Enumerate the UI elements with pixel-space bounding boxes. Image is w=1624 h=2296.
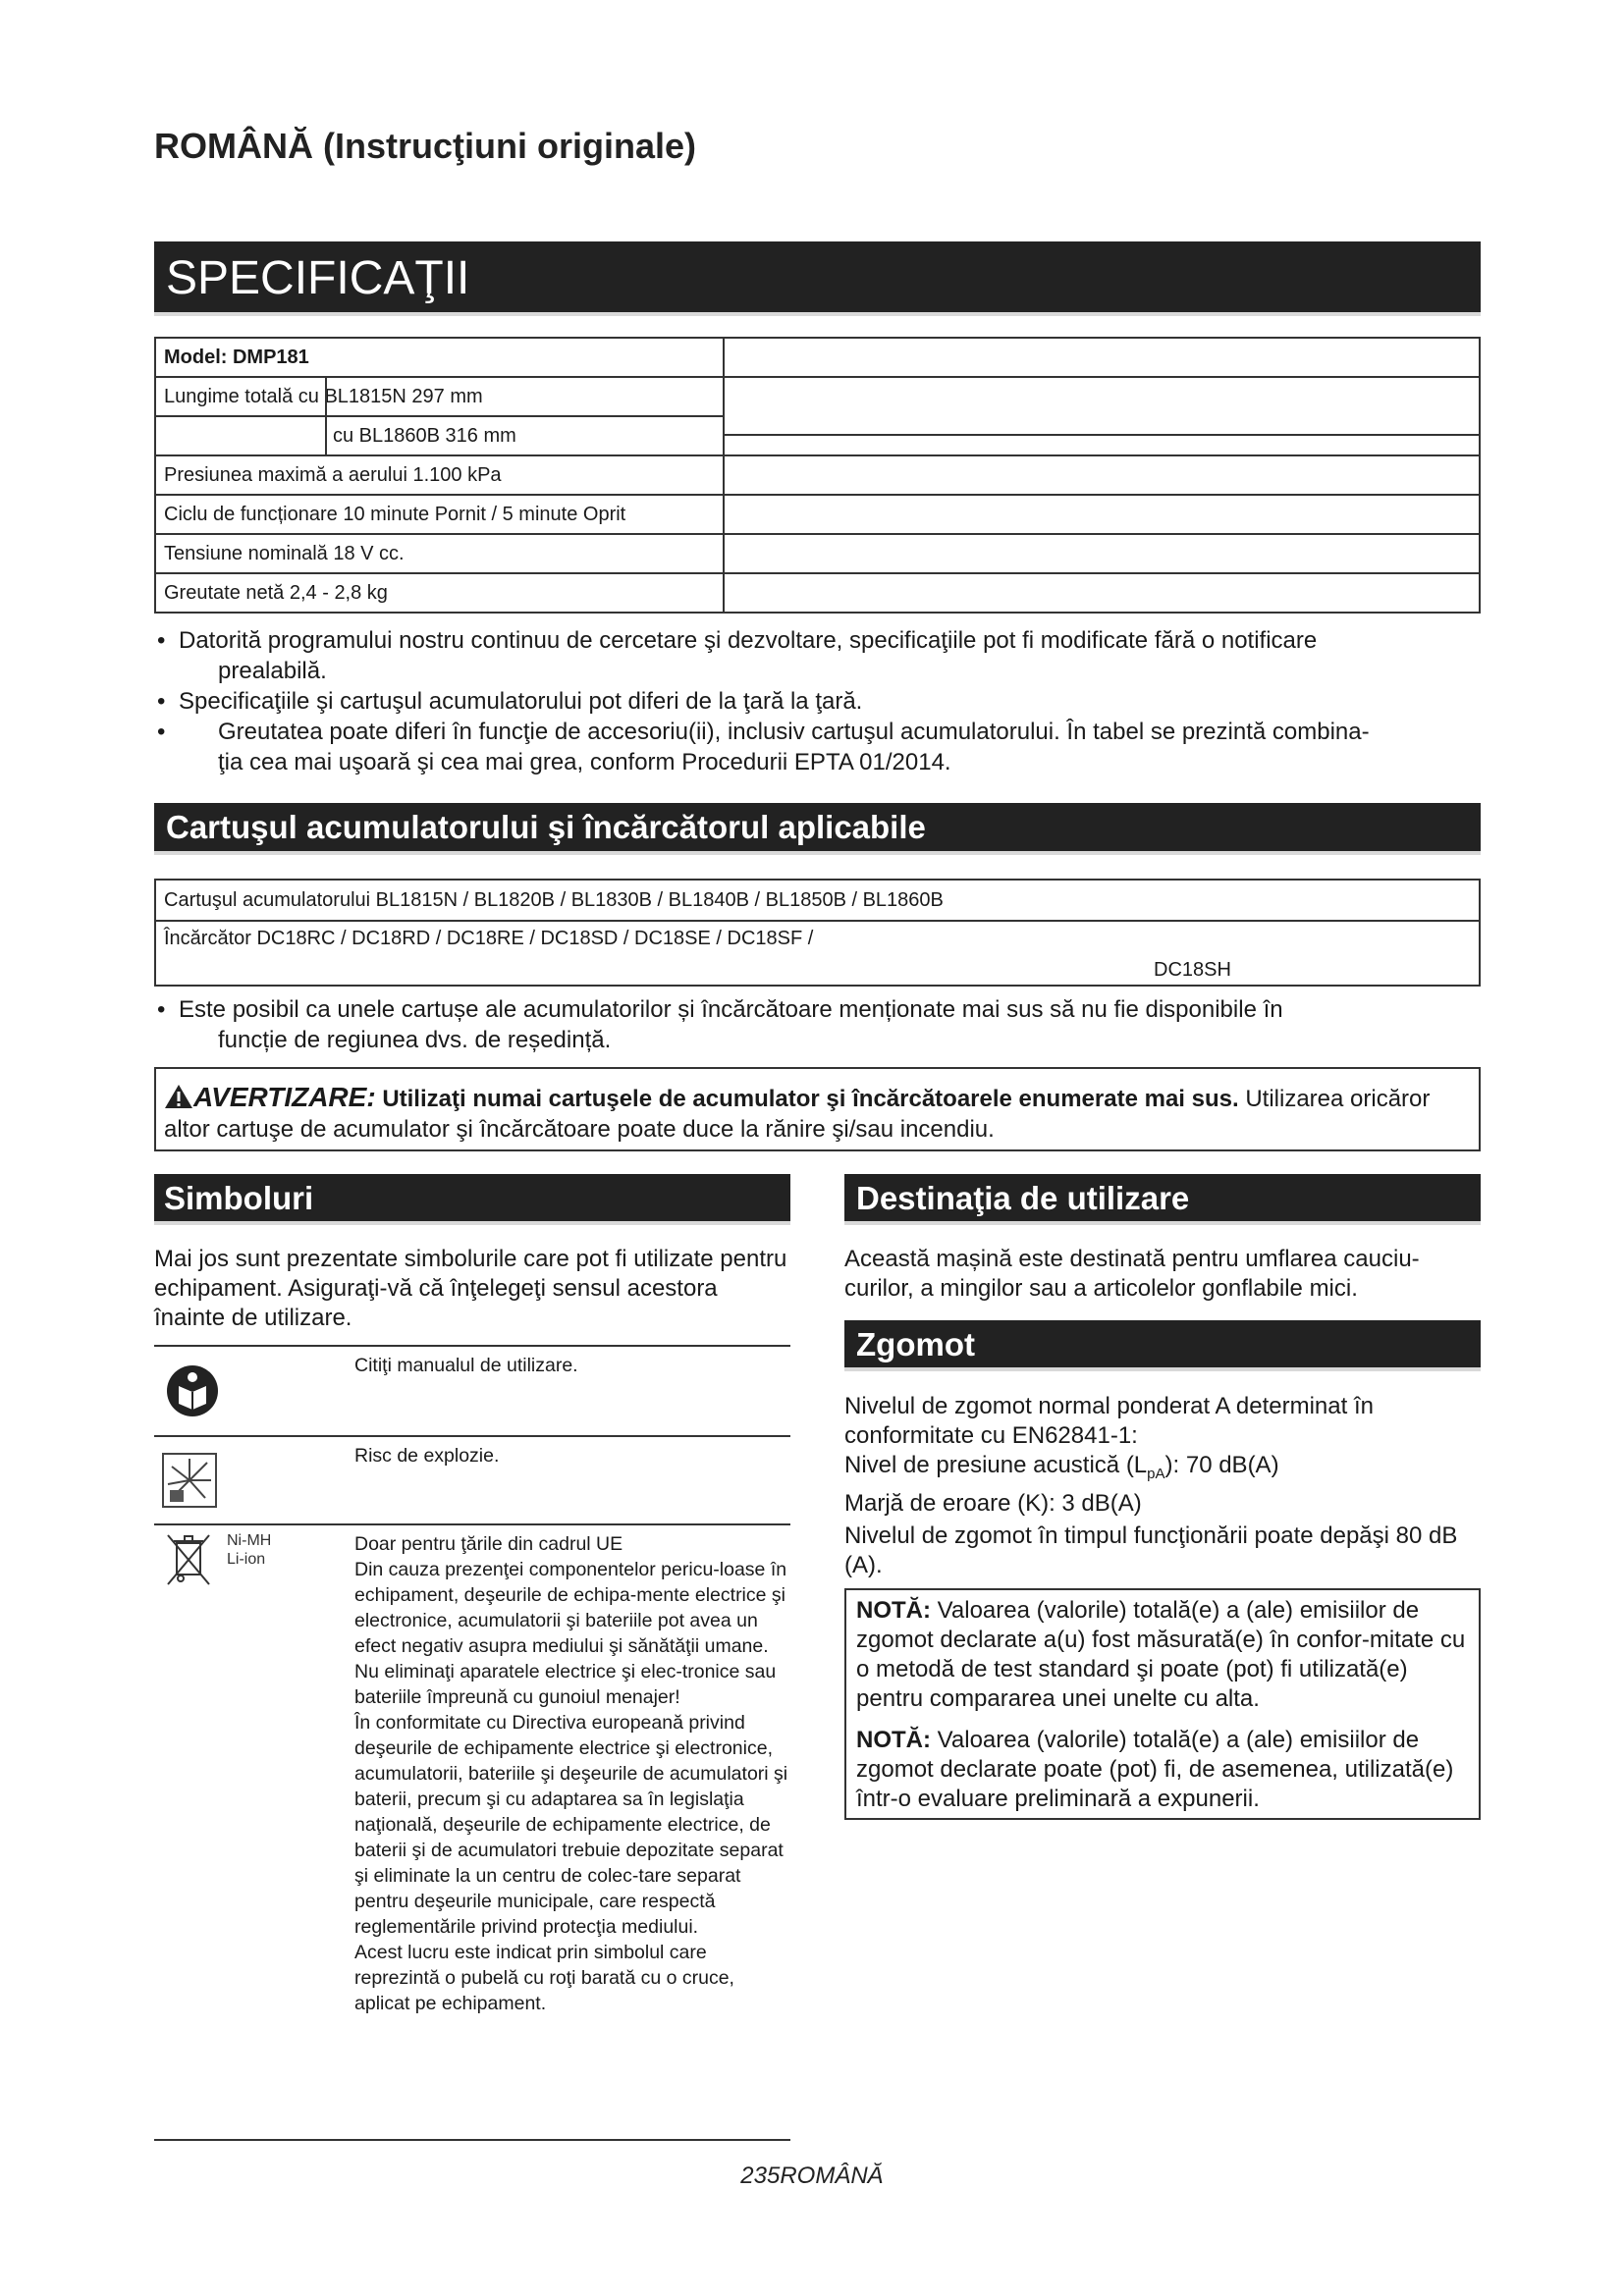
symbols-table bbox=[154, 1345, 790, 2141]
list-item: • Specificaţiile şi cartuşul acumulatorului pot diferi de la ţară la ţară. bbox=[157, 688, 863, 715]
noise-line-1: Nivelul de zgomot normal ponderat A determinat în conformitate cu EN62841-1: bbox=[844, 1393, 1374, 1449]
symbol-weee-text: Doar pentru ţările din cadrul UE Din cauza prezenţei componentelor pericu-loase în echipament, deşeurile de echipa-mente electrice şi electronice, acumulatorii şi bateriile pot avea un efect negativ asupra mediului şi sănătăţii umane. Nu eliminaţi aparatele electrice şi elec-tronice sau bateriile împreună cu gunoiul menajer! În conformitate cu Directiva europeană privind deşeurile de echipamente electrice şi electronice, acumulatorii, bateriile şi deşeurile de acumulatori şi baterii, precum şi cu adaptarea sa în legislaţia naţională, deşeurile de echipamente electrice, de baterii şi de acumulatori trebuie depozitate separat şi eliminate la un centru de colec-tare separat pentru deşeurile municipale, care respectă reglementările privind protecţia mediului. Acest lucru este indicat prin simbolul care reprezintă o pubelă cu roţi barată cu o cruce, aplicat pe echipament. bbox=[354, 1533, 788, 2014]
purpose-text: Această mașină este destinată pentru umflarea cauciu-curilor, a mingilor sau a articolelor gonflabile mici. bbox=[844, 1246, 1420, 1302]
noise-notes-box bbox=[844, 1588, 1481, 1820]
symbol-explosion-text: Risc de explozie. bbox=[354, 1445, 500, 1467]
noise-heading: Zgomot bbox=[844, 1320, 1481, 1371]
warning-strong: Utilizaţi numai cartuşele de acumulator şi încărcătoarele enumerate mai sus. bbox=[382, 1086, 1239, 1112]
warning-triangle-icon bbox=[164, 1084, 193, 1109]
purpose-heading: Destinaţia de utilizare bbox=[844, 1174, 1481, 1225]
warning-label: AVERTIZARE: bbox=[193, 1082, 376, 1112]
list-item: • Greutatea poate diferi în funcţie de accesoriu(ii), inclusiv cartuşul acumulatorului. În tabel se prezintă combina- ţia cea mai uşoară şi cea mai grea, conform Procedurii EPTA 01/2014. bbox=[157, 719, 1370, 775]
list-item: • Datorită programului nostru continuu de cercetare şi dezvoltare, specificaţiile pot fi modificate fără o notificare prealabilă. bbox=[157, 627, 1318, 684]
explosion-risk-icon bbox=[162, 1453, 217, 1508]
spec-length: Lungime totală cu BL1815N 297 mm bbox=[156, 378, 723, 417]
note-item: NOTĂ: Valoarea (valorile) totală(e) a (ale) emisiilor de zgomot declarate a(u) fost măsurată(e) în confor-mitate cu o metodă de test standard şi poate (pot) fi utilizată(e) pentru compararea unei unelte cu alta. bbox=[856, 1597, 1466, 1712]
spec-voltage: Tensiune nominală 18 V cc. bbox=[155, 534, 724, 573]
bullet-icon: • bbox=[157, 688, 166, 715]
note-item: NOTĂ: Valoarea (valorile) totală(e) a (ale) emisiilor de zgomot declarate poate (pot) fi, de asemenea, utilizată(e) într-o evaluare preliminară a expunerii. bbox=[856, 1727, 1454, 1812]
spec-notes bbox=[157, 625, 1478, 777]
list-item: • Este posibil ca unele cartușe ale acumulatorilor și încărcătoare menționate mai sus să nu fie disponibile în funcție de regiunea dvs. de reședință. bbox=[157, 996, 1283, 1053]
table-row bbox=[155, 377, 1480, 455]
bullet-icon: • bbox=[157, 719, 166, 745]
spec-divider bbox=[325, 376, 327, 454]
bullet-icon: • bbox=[157, 996, 166, 1023]
noise-line-2: Nivel de presiune acustică $(L_{pA})$: 70 dB(A) bbox=[844, 1452, 1279, 1482]
warning-text: Utilizarea oricăror altor cartuşe de acumulator şi încărcătoare poate duce la rănire şi/sau incendiu. bbox=[164, 1086, 1431, 1143]
read-manual-icon bbox=[166, 1364, 219, 1417]
table-row bbox=[154, 1523, 790, 2139]
table-row bbox=[155, 455, 1480, 495]
warning-box bbox=[154, 1067, 1481, 1151]
spec-length-sub: cu BL1860B 316 mm bbox=[333, 424, 516, 447]
spec-weight: Greutate netă 2,4 - 2,8 kg bbox=[155, 573, 724, 613]
table-row bbox=[155, 495, 1480, 534]
noise-values bbox=[844, 1392, 1481, 1519]
table-row bbox=[155, 573, 1480, 613]
li-ion-label: Li-ion bbox=[227, 1551, 266, 1568]
battery-notes bbox=[157, 994, 1478, 1055]
table-row bbox=[154, 1347, 790, 1435]
spec-model: Model: DMP181 bbox=[155, 338, 724, 377]
battery-heading: Cartuşul acumulatorului şi încărcătorul aplicabile bbox=[154, 803, 1481, 855]
crossed-out-wheelie-bin-icon bbox=[164, 1531, 213, 1588]
battery-table bbox=[154, 879, 1481, 987]
battery-charger-row: Încărcător DC18RC / DC18RD / DC18RE / DC18SD / DC18SE / DC18SF / DC18SH bbox=[164, 928, 1231, 981]
ni-mh-label: Ni-MH bbox=[227, 1532, 272, 1549]
page-number: 235ROMÂNĂ bbox=[740, 2163, 884, 2189]
battery-cartridge-row: Cartuşul acumulatorului BL1815N / BL1820B / BL1830B / BL1840B / BL1850B / BL1860B bbox=[156, 881, 1479, 922]
symbols-heading: Simboluri bbox=[154, 1174, 790, 1225]
spec-pressure: Presiunea maximă a aerului 1.100 kPa bbox=[155, 455, 724, 495]
table-row bbox=[155, 338, 1480, 377]
table-row bbox=[155, 534, 1480, 573]
page-title: ROMÂNĂ (Instrucţiuni originale) bbox=[154, 126, 696, 166]
symbol-read-manual-text: Citiţi manualul de utilizare. bbox=[354, 1355, 578, 1376]
noise-line-4: Nivelul de zgomot în timpul funcţionării poate depăşi 80 dB (A). bbox=[844, 1522, 1458, 1578]
symbols-intro: Mai jos sunt prezentate simbolurile care pot fi utilizate pentru echipament. Asiguraţi-vă că înţelegeţi sensul acestora înainte de utilizare. bbox=[154, 1246, 787, 1331]
specifications-heading: SPECIFICAŢII bbox=[154, 241, 1481, 316]
spec-duty-cycle: Ciclu de funcționare 10 minute Pornit / 5 minute Oprit bbox=[155, 495, 724, 534]
noise-line-3: Marjă de eroare (K): 3 dB(A) bbox=[844, 1489, 1142, 1517]
specifications-table bbox=[154, 337, 1481, 614]
bullet-icon: • bbox=[157, 627, 166, 654]
table-row bbox=[154, 1435, 790, 1523]
